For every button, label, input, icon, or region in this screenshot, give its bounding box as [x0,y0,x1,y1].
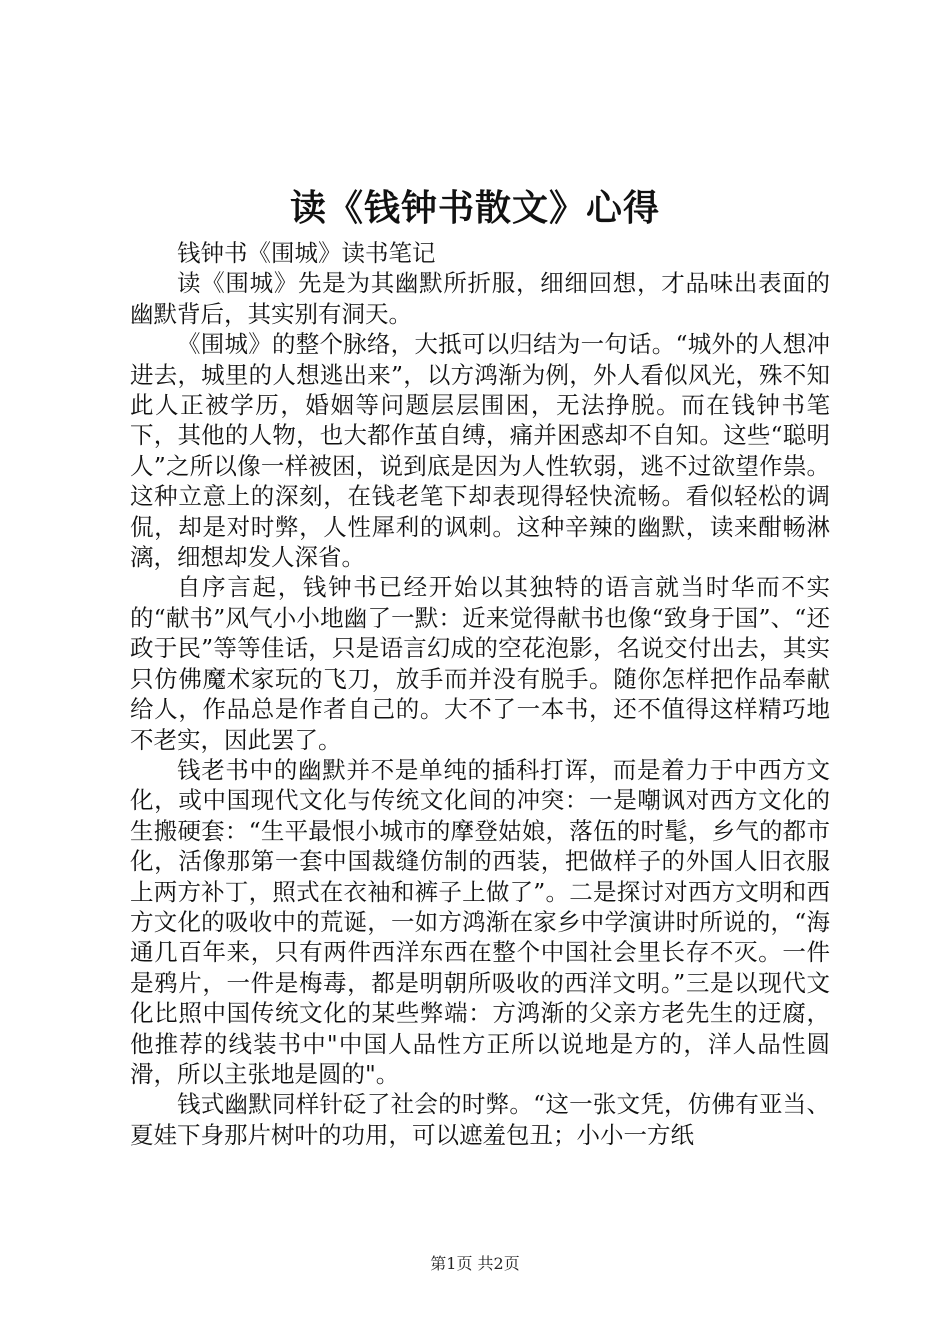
paragraph: 读《围城》先是为其幽默所折服，细细回想，才品味出表面的幽默背后，其实别有洞天。 [130,269,830,328]
document-title: 读《钱钟书散文》心得 [289,187,660,229]
paragraph: 自序言起，钱钟书已经开始以其独特的语言就当时华而不实的“献书”风气小小地幽了一默：近来觉得献书也像“致身于国”、“还政于民”等等佳话，只是语言幻成的空花泡影，名说交付出去，其实只仿佛魔术家玩的飞刀，放手而并没有脱手。随你怎样把作品奉献给人，作品总是作者自己的。大不了一本书，还不值得这样精巧地不老实，因此罢了。 [130,573,830,754]
paragraph: 钱老书中的幽默并不是单纯的插科打诨，而是着力于中西方文化，或中国现代文化与传统文化间的冲突：一是嘲讽对西方文化的生搬硬套：“生平最恨小城市的摩登姑娘，落伍的时髦，乡气的都市化，活像那第一套中国裁缝仿制的西装，把做样子的外国人旧衣服上两方补丁，照式在衣袖和裤子上做了”。二是探讨对西方文明和西方文化的吸收中的荒诞，一如方鸿渐在家乡中学演讲时所说的，“海通几百年来，只有两件西洋东西在整个中国社会里长存不灭。一件是鸦片，一件是梅毒，都是明朝所吸收的西洋文明。”三是以现代文化比照中国传统文化的某些弊端：方鸿渐的父亲方老先生的迂腐，他推荐的线装书中"中国人品性方正所以说地是方的，洋人品性圆滑，所以主张地是圆的"。 [130,755,830,1088]
document-body [130,238,830,1150]
paragraph: 《围城》的整个脉络，大抵可以归结为一句话。“城外的人想冲进去，城里的人想逃出来”，以方鸿渐为例，外人看似风光，殊不知此人正被学历，婚姻等问题层层围困，无法挣脱。而在钱钟书笔下，其他的人物，也大都作茧自缚，痛并困惑却不自知。这些“聪明人”之所以像一样被困，说到底是因为人性软弱，逃不过欲望作祟。这种立意上的深刻，在钱老笔下却表现得轻快流畅。看似轻松的调侃，却是对时弊，人性犀利的讽刺。这种辛辣的幽默，读来酣畅淋漓，细想却发人深省。 [130,330,830,572]
paragraph-subtitle: 钱钟书《围城》读书笔记 [177,239,436,267]
paragraph: 钱式幽默同样针砭了社会的时弊。“这一张文凭，仿佛有亚当、夏娃下身那片树叶的功用，可以遮羞包丑；小小一方纸 [130,1090,830,1149]
page-footer: 第1页 共2页 [430,1254,520,1273]
